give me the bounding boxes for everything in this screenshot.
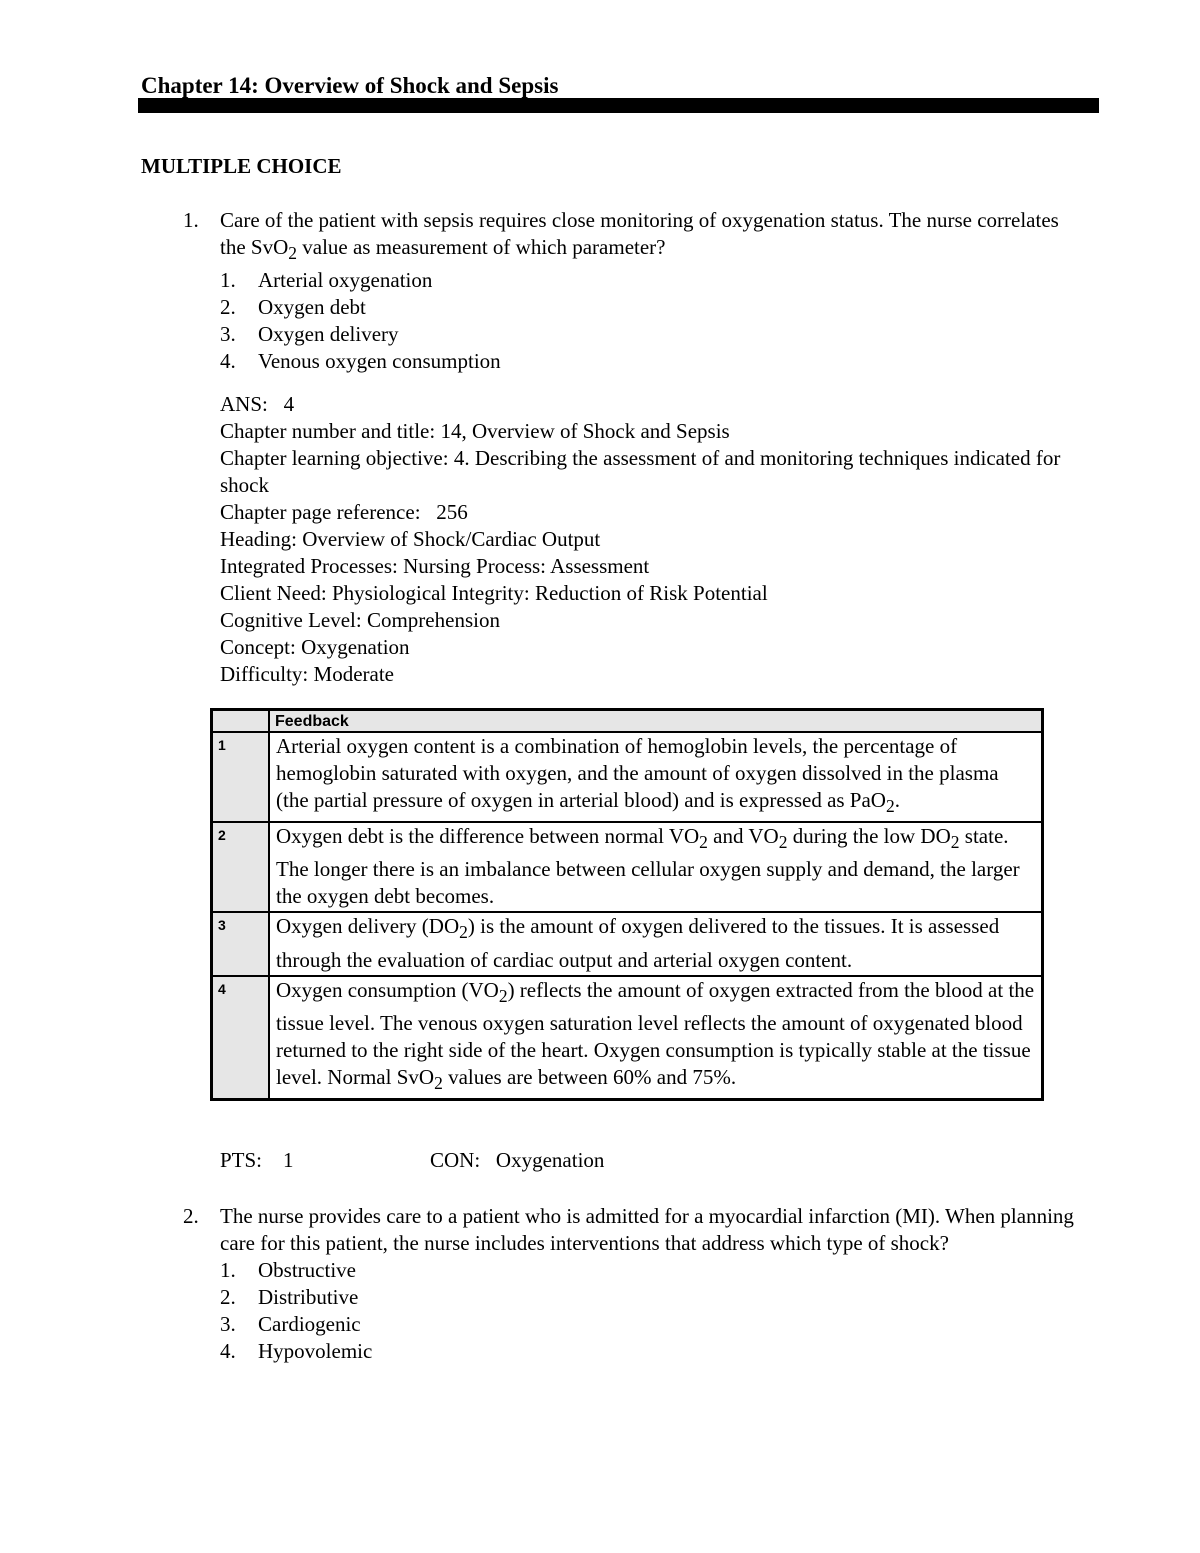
question-stem: The nurse provides care to a patient who is admitted for a myocardial infarction (MI). When planning care for this patient, the nurse includes interventions that address which type of shock? xyxy=(220,1204,1074,1255)
answer-option: 3. Oxygen delivery xyxy=(220,322,399,347)
feedback-row-number: 4 xyxy=(212,976,270,1100)
feedback-row-number: 3 xyxy=(212,912,270,975)
answer-option: 2. Oxygen debt xyxy=(220,295,366,320)
chapter-info: Chapter number and title: 14, Overview of Shock and Sepsis xyxy=(220,419,730,444)
question-number: 2. xyxy=(183,1204,199,1228)
page-reference: Chapter page reference: 256 xyxy=(220,500,468,525)
section-heading: MULTIPLE CHOICE xyxy=(141,154,342,178)
chapter-title: Chapter 14: Overview of Shock and Sepsis xyxy=(141,73,559,98)
points: PTS: 1 xyxy=(220,1148,294,1172)
question-metadata xyxy=(220,391,1081,688)
question-1 xyxy=(141,207,1081,688)
feedback-text: Oxygen consumption $(VO_2)$ reflects the amount of oxygen extracted from the blood at the tissue level. The venous oxygen saturation level reflects the amount of oxygenated blood returned to the right side of the heart. Oxygen consumption is typically stable at the tissue level. Normal SvO$_2$ values are between 60% and 75%. xyxy=(269,976,1043,1100)
answer-option: 1. Obstructive xyxy=(220,1258,356,1282)
answer-option: 4. Venous oxygen consumption xyxy=(220,349,501,374)
answer-option: 3. Cardiogenic xyxy=(220,1312,361,1336)
answer-key: ANS: 4 xyxy=(220,392,295,417)
answer-options xyxy=(220,1257,1081,1365)
feedback-row xyxy=(212,822,1043,912)
feedback-row xyxy=(212,976,1043,1100)
feedback-row-number: 1 xyxy=(212,732,270,822)
answer-option: 2. Distributive xyxy=(220,1285,359,1309)
question-number: 1. xyxy=(183,208,199,232)
feedback-text: Oxygen debt is the difference between normal $VO_2$ and $VO_2$ during the low $DO_2$ state. The longer there is an imbalance between cellular oxygen supply and demand, the larger the oxygen debt becomes. xyxy=(269,822,1043,912)
concept: Concept: Oxygenation xyxy=(220,635,410,660)
concept-tag: CON: Oxygenation xyxy=(430,1148,605,1172)
client-need: Client Need: Physiological Integrity: Reduction of Risk Potential xyxy=(220,581,768,606)
feedback-row-number: 2 xyxy=(212,822,270,912)
feedback-header: Feedback xyxy=(269,710,1043,733)
points-line xyxy=(220,1147,605,1174)
heading-info: Heading: Overview of Shock/Cardiac Output xyxy=(220,527,601,552)
feedback-table xyxy=(210,708,1044,1101)
feedback-header-row xyxy=(212,710,1043,733)
answer-option: 4. Hypovolemic xyxy=(220,1339,373,1363)
answer-options xyxy=(220,267,1081,375)
cognitive-level: Cognitive Level: Comprehension xyxy=(220,608,500,633)
question-stem: Care of the patient with sepsis requires close monitoring of oxygenation status. The nurse correlates the SvO$_2$ value as measurement of which parameter? xyxy=(220,208,1059,264)
integrated-processes: Integrated Processes: Nursing Process: Assessment xyxy=(220,554,650,579)
feedback-text: Arterial oxygen content is a combination of hemoglobin levels, the percentage of hemoglobin saturated with oxygen, and the amount of oxygen dissolved in the plasma (the partial pressure of oxygen in arterial blood) and is expressed as PaO$_2$. xyxy=(269,732,1043,822)
title-rule xyxy=(138,98,1099,113)
learning-objective: Chapter learning objective: 4. Describing the assessment of and monitoring techniques indicated for shock xyxy=(220,446,1061,498)
feedback-row xyxy=(212,912,1043,975)
question-2 xyxy=(141,1203,1081,1365)
feedback-text: Oxygen delivery $(DO_2)$ is the amount of oxygen delivered to the tissues. It is assessed through the evaluation of cardiac output and arterial oxygen content. xyxy=(269,912,1043,975)
difficulty: Difficulty: Moderate xyxy=(220,662,394,687)
feedback-row xyxy=(212,732,1043,822)
answer-option: 1. Arterial oxygenation xyxy=(220,268,433,293)
